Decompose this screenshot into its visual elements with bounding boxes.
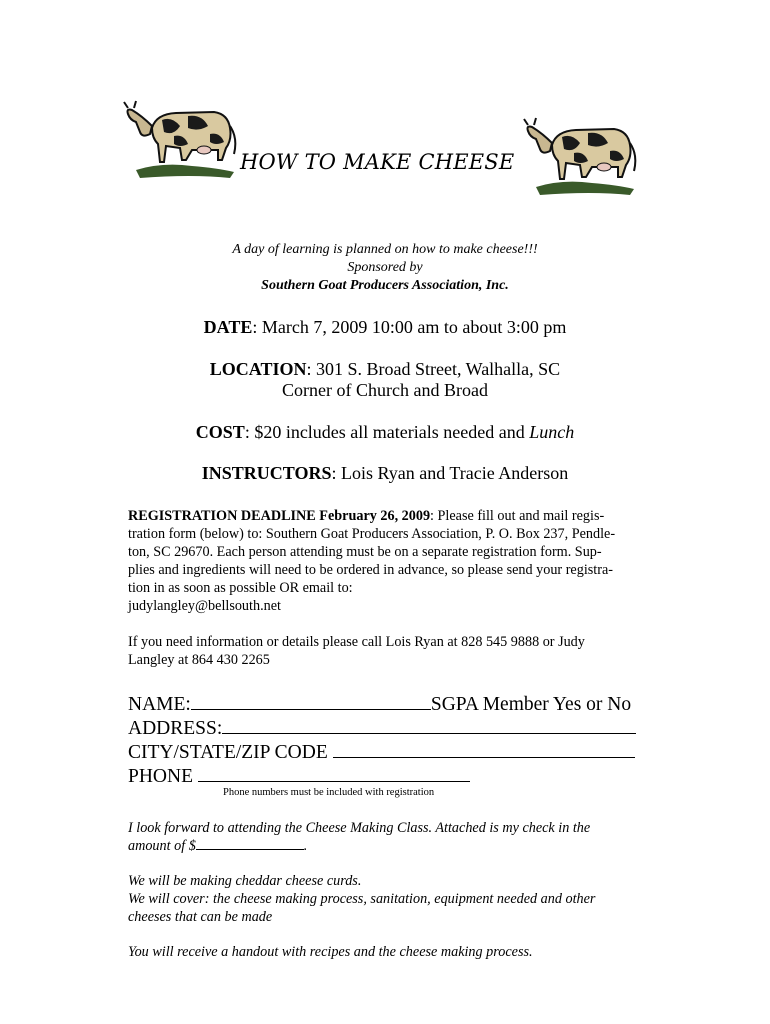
intro-line-2: Sponsored by xyxy=(347,260,423,275)
page-title: HOW TO MAKE CHEESE xyxy=(240,150,515,174)
member-label: SGPA Member Yes or No xyxy=(430,694,632,715)
sponsor-name: Southern Goat Producers Association, Inc. xyxy=(261,278,509,293)
registration-deadline: REGISTRATION DEADLINE February 26, 2009 xyxy=(128,508,431,524)
name-row xyxy=(128,692,668,717)
location-line-2: Corner of Church and Broad xyxy=(282,380,488,400)
contact-paragraph xyxy=(128,633,653,669)
phone-note: Phone numbers must be included with registration xyxy=(223,787,435,798)
city-label: CITY/STATE/ZIP CODE xyxy=(128,742,333,763)
address-label: ADDRESS: xyxy=(128,718,223,739)
cost-label: COST xyxy=(195,422,245,442)
contact-line-2: Langley at 864 430 2265 xyxy=(128,652,270,668)
date-line xyxy=(0,317,770,338)
cover-line-2: We will cover: the cheese making process, sanitation, equipment needed and other xyxy=(128,891,596,907)
date-label: DATE xyxy=(203,317,253,337)
name-field[interactable] xyxy=(191,692,431,710)
location-label: LOCATION xyxy=(209,359,307,379)
registration-line-4: plies and ingredients will need to be ordered in advance, so please send your registra- xyxy=(128,562,613,578)
registration-line-3: ton, SC 29670. Each person attending must be on a separate registration form. Sup- xyxy=(128,544,602,560)
instructors-label: INSTRUCTORS xyxy=(201,463,332,483)
instructors-value: : Lois Ryan and Tracie Anderson xyxy=(331,463,569,483)
cost-lunch: Lunch xyxy=(529,422,575,442)
registration-line-2: tration form (below) to: Southern Goat Producers Association, P. O. Box 237, Pendle- xyxy=(128,526,616,542)
handout-line: You will receive a handout with recipes and the cheese making process. xyxy=(128,944,533,960)
registration-email: judylangley@bellsouth.net xyxy=(128,598,281,614)
amount-field[interactable] xyxy=(196,837,304,850)
cow-illustration-left xyxy=(122,98,240,180)
cow-illustration-right xyxy=(522,115,640,197)
contact-line-1: If you need information or details please call Lois Ryan at 828 545 9888 or Judy xyxy=(128,634,585,650)
name-label: NAME: xyxy=(128,694,191,715)
registration-line-5: tion in as soon as possible OR email to: xyxy=(128,580,353,596)
registration-line-1: REGISTRATION DEADLINE February 26, 2009: Please fill out and mail regis- xyxy=(128,508,605,524)
cost-value: : $20 includes all materials needed and xyxy=(244,422,530,442)
address-field[interactable] xyxy=(222,716,636,734)
phone-row xyxy=(128,764,668,789)
address-row xyxy=(128,716,668,741)
city-field[interactable] xyxy=(333,740,635,758)
location-value: : 301 S. Broad Street, Walhalla, SC xyxy=(306,359,561,379)
location-line xyxy=(0,359,770,380)
phone-label: PHONE xyxy=(128,766,198,787)
intro-line-1: A day of learning is planned on how to make cheese!!! xyxy=(232,242,538,257)
cost-line xyxy=(0,422,770,443)
check-paragraph xyxy=(128,819,653,855)
cover-line-3: cheeses that can be made xyxy=(128,909,273,925)
phone-field[interactable] xyxy=(198,764,470,782)
city-row xyxy=(128,740,668,765)
date-value: : March 7, 2009 10:00 am to about 3:00 pm xyxy=(252,317,567,337)
cover-paragraph xyxy=(128,872,653,926)
instructors-line xyxy=(0,463,770,484)
registration-paragraph xyxy=(128,507,653,615)
cover-line-1: We will be making cheddar cheese curds. xyxy=(128,873,362,889)
check-line-1: I look forward to attending the Cheese Making Class. Attached is my check in the xyxy=(128,820,591,836)
check-line-2: amount of $ . xyxy=(128,838,308,854)
